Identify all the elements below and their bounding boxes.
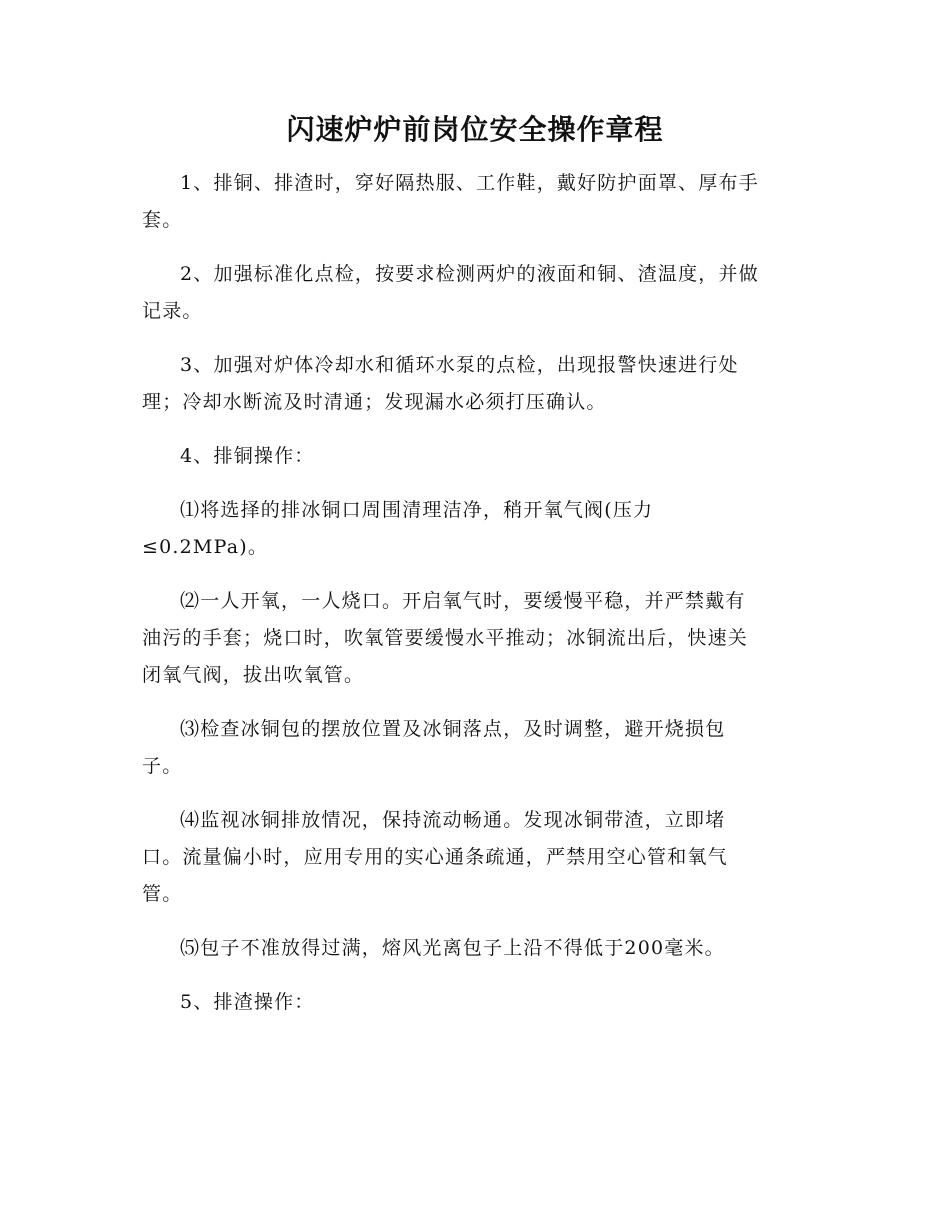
paragraph-line: 理；冷却水断流及时清通；发现漏水必须打压确认。 (142, 391, 607, 413)
paragraph-line: 2、加强标准化点检，按要求检测两炉的液面和铜、渣温度，并做 (180, 263, 759, 285)
paragraph-line: 4、排铜操作： (180, 445, 315, 467)
paragraph-line: ⑷监视冰铜排放情况，保持流动畅通。发现冰铜带渣，立即堵 (180, 809, 726, 831)
paragraph-line: 套。 (142, 209, 183, 231)
paragraph-4 (142, 438, 810, 475)
paragraph-line: 记录。 (142, 300, 203, 322)
paragraph-5 (142, 984, 810, 1021)
paragraph-line: 5、排渣操作： (180, 991, 315, 1013)
paragraph-4-4 (142, 802, 810, 913)
paragraph-line: 口。流量偏小时，应用专用的实心通条疏通，严禁用空心管和氧气 (142, 846, 728, 868)
paragraph-line: ≤0.2MPa)。 (142, 536, 269, 558)
paragraph-4-3 (142, 711, 810, 785)
document-body (142, 165, 810, 1038)
paragraph-4-2 (142, 583, 810, 694)
document-title: 闪速炉炉前岗位安全操作章程 (286, 113, 664, 146)
paragraph-4-5 (142, 930, 810, 967)
paragraph-1 (142, 165, 810, 239)
paragraph-line: 闭氧气阀，拔出吹氧管。 (142, 664, 365, 686)
paragraph-line: ⑵一人开氧，一人烧口。开启氧气时，要缓慢平稳，并严禁戴有 (180, 590, 746, 612)
paragraph-line: 子。 (142, 755, 183, 777)
paragraph-line: ⑴将选择的排冰铜口周围清理洁净，稍开氧气阀(压力 (180, 499, 654, 521)
paragraph-line: 3、加强对炉体冷却水和循环水泵的点检，出现报警快速进行处 (180, 354, 739, 376)
paragraph-4-1 (142, 492, 810, 566)
paragraph-line: 管。 (142, 883, 183, 905)
paragraph-line: ⑶检查冰铜包的摆放位置及冰铜落点，及时调整，避开烧损包 (180, 718, 726, 740)
paragraph-2 (142, 256, 810, 330)
paragraph-line: 1、排铜、排渣时，穿好隔热服、工作鞋，戴好防护面罩、厚布手 (180, 172, 759, 194)
paragraph-line: ⑸包子不准放得过满，熔风光离包子上沿不得低于200毫米。 (180, 937, 725, 959)
paragraph-3 (142, 347, 810, 421)
paragraph-line: 油污的手套；烧口时，吹氧管要缓慢水平推动；冰铜流出后，快速关 (142, 627, 749, 649)
